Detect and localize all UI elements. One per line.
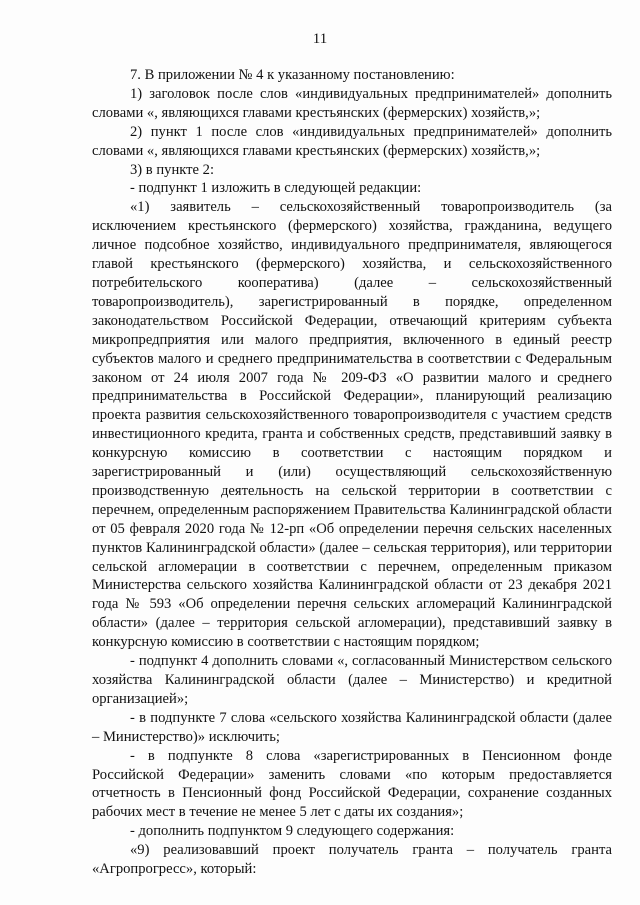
- paragraph-subitem-1: 1) заголовок после слов «индивидуальных предпринимателей» дополнить словами «, являющихся главами крестьянских (фермерских) хозяйств,»;: [92, 85, 612, 121]
- paragraph-item-7-heading: 7. В приложении № 4 к указанному постановлению:: [130, 67, 455, 83]
- paragraph-subpoint-9-intro: - дополнить подпунктом 9 следующего содержания:: [130, 823, 455, 840]
- paragraph-subpoint-8: - в подпункте 8 слова «зарегистрированных в Пенсионном фонде Российской Федерации» заменить словами «по которым предоставляется отчетность в Пенсионный фонд Российской Федерации, сохранение созданных рабочих мест в течение не менее 5 лет с даты их создания»;: [92, 747, 612, 821]
- paragraph-subpoint-4: - подпункт 4 дополнить словами «, согласованный Министерством сельского хозяйства Калининградской области (далее – Министерство) и кредитной организацией»;: [92, 653, 612, 707]
- page-number: 11: [312, 31, 328, 47]
- paragraph-subpoint-9-text: «9) реализовавший проект получатель гранта – получатель гранта «Агропрогресс», который:: [92, 842, 612, 878]
- document-body: [92, 66, 612, 879]
- paragraph-subitem-2: 2) пункт 1 после слов «индивидуальных предпринимателей» дополнить словами «, являющихся главами крестьянских (фермерских) хозяйств,»;: [92, 123, 612, 159]
- paragraph-subpoint-7: - в подпункте 7 слова «сельского хозяйства Калининградской области (далее – Министерство)» исключить;: [92, 709, 612, 745]
- paragraph-subitem-3: 3) в пункте 2:: [130, 161, 215, 178]
- paragraph-subpoint-1-intro: - подпункт 1 изложить в следующей редакции:: [130, 180, 422, 197]
- paragraph-subpoint-1-text: «1) заявитель – сельскохозяйственный товаропроизводитель (за исключением крестьянского (фермерского) хозяйства, гражданина, ведущего личное подсобное хозяйство, индивидуального предпринимателя, являющегося главой крестьянского (фермерского) хозяйства, и сельскохозяйственного потребительского кооператива) (далее – сельскохозяйственный товаропроизводитель), зарегистрированный в порядке, определенном законодательством Российской Федерации, отвечающий критериям субъекта микропредприятия или малого предприятия, включенного в единый реестр субъектов малого и среднего предпринимательства в соответствии с Федеральным законом от 24 июля 2007 года № 209-ФЗ «О развитии малого и среднего предпринимательства в Российской Федерации», планирующий реализацию проекта развития сельскохозяйственного товаропроизводителя с участием средств инвестиционного кредита, гранта и собственных средств, представивший заявку в конкурсную комиссию в соответствии с настоящим порядком и зарегистрированный и (или) осуществляющий сельскохозяйственную производственную деятельность на сельской территории в соответствии с перечнем, определенным распоряжением Правительства Калининградской области от 05 февраля 2020 года № 12-рп «Об определении перечня сельских населенных пунктов Калининградской области» (далее – сельская территория), или территории сельской агломерации в соответствии с перечнем, определенным приказом Министерства сельского хозяйства Калининградской области от 23 декабря 2021 года № 593 «Об определении перечня сельских агломераций Калининградской области» (далее – территория сельской агломерации), представивший заявку в конкурсную комиссию в соответствии с настоящим порядком;: [92, 199, 612, 651]
